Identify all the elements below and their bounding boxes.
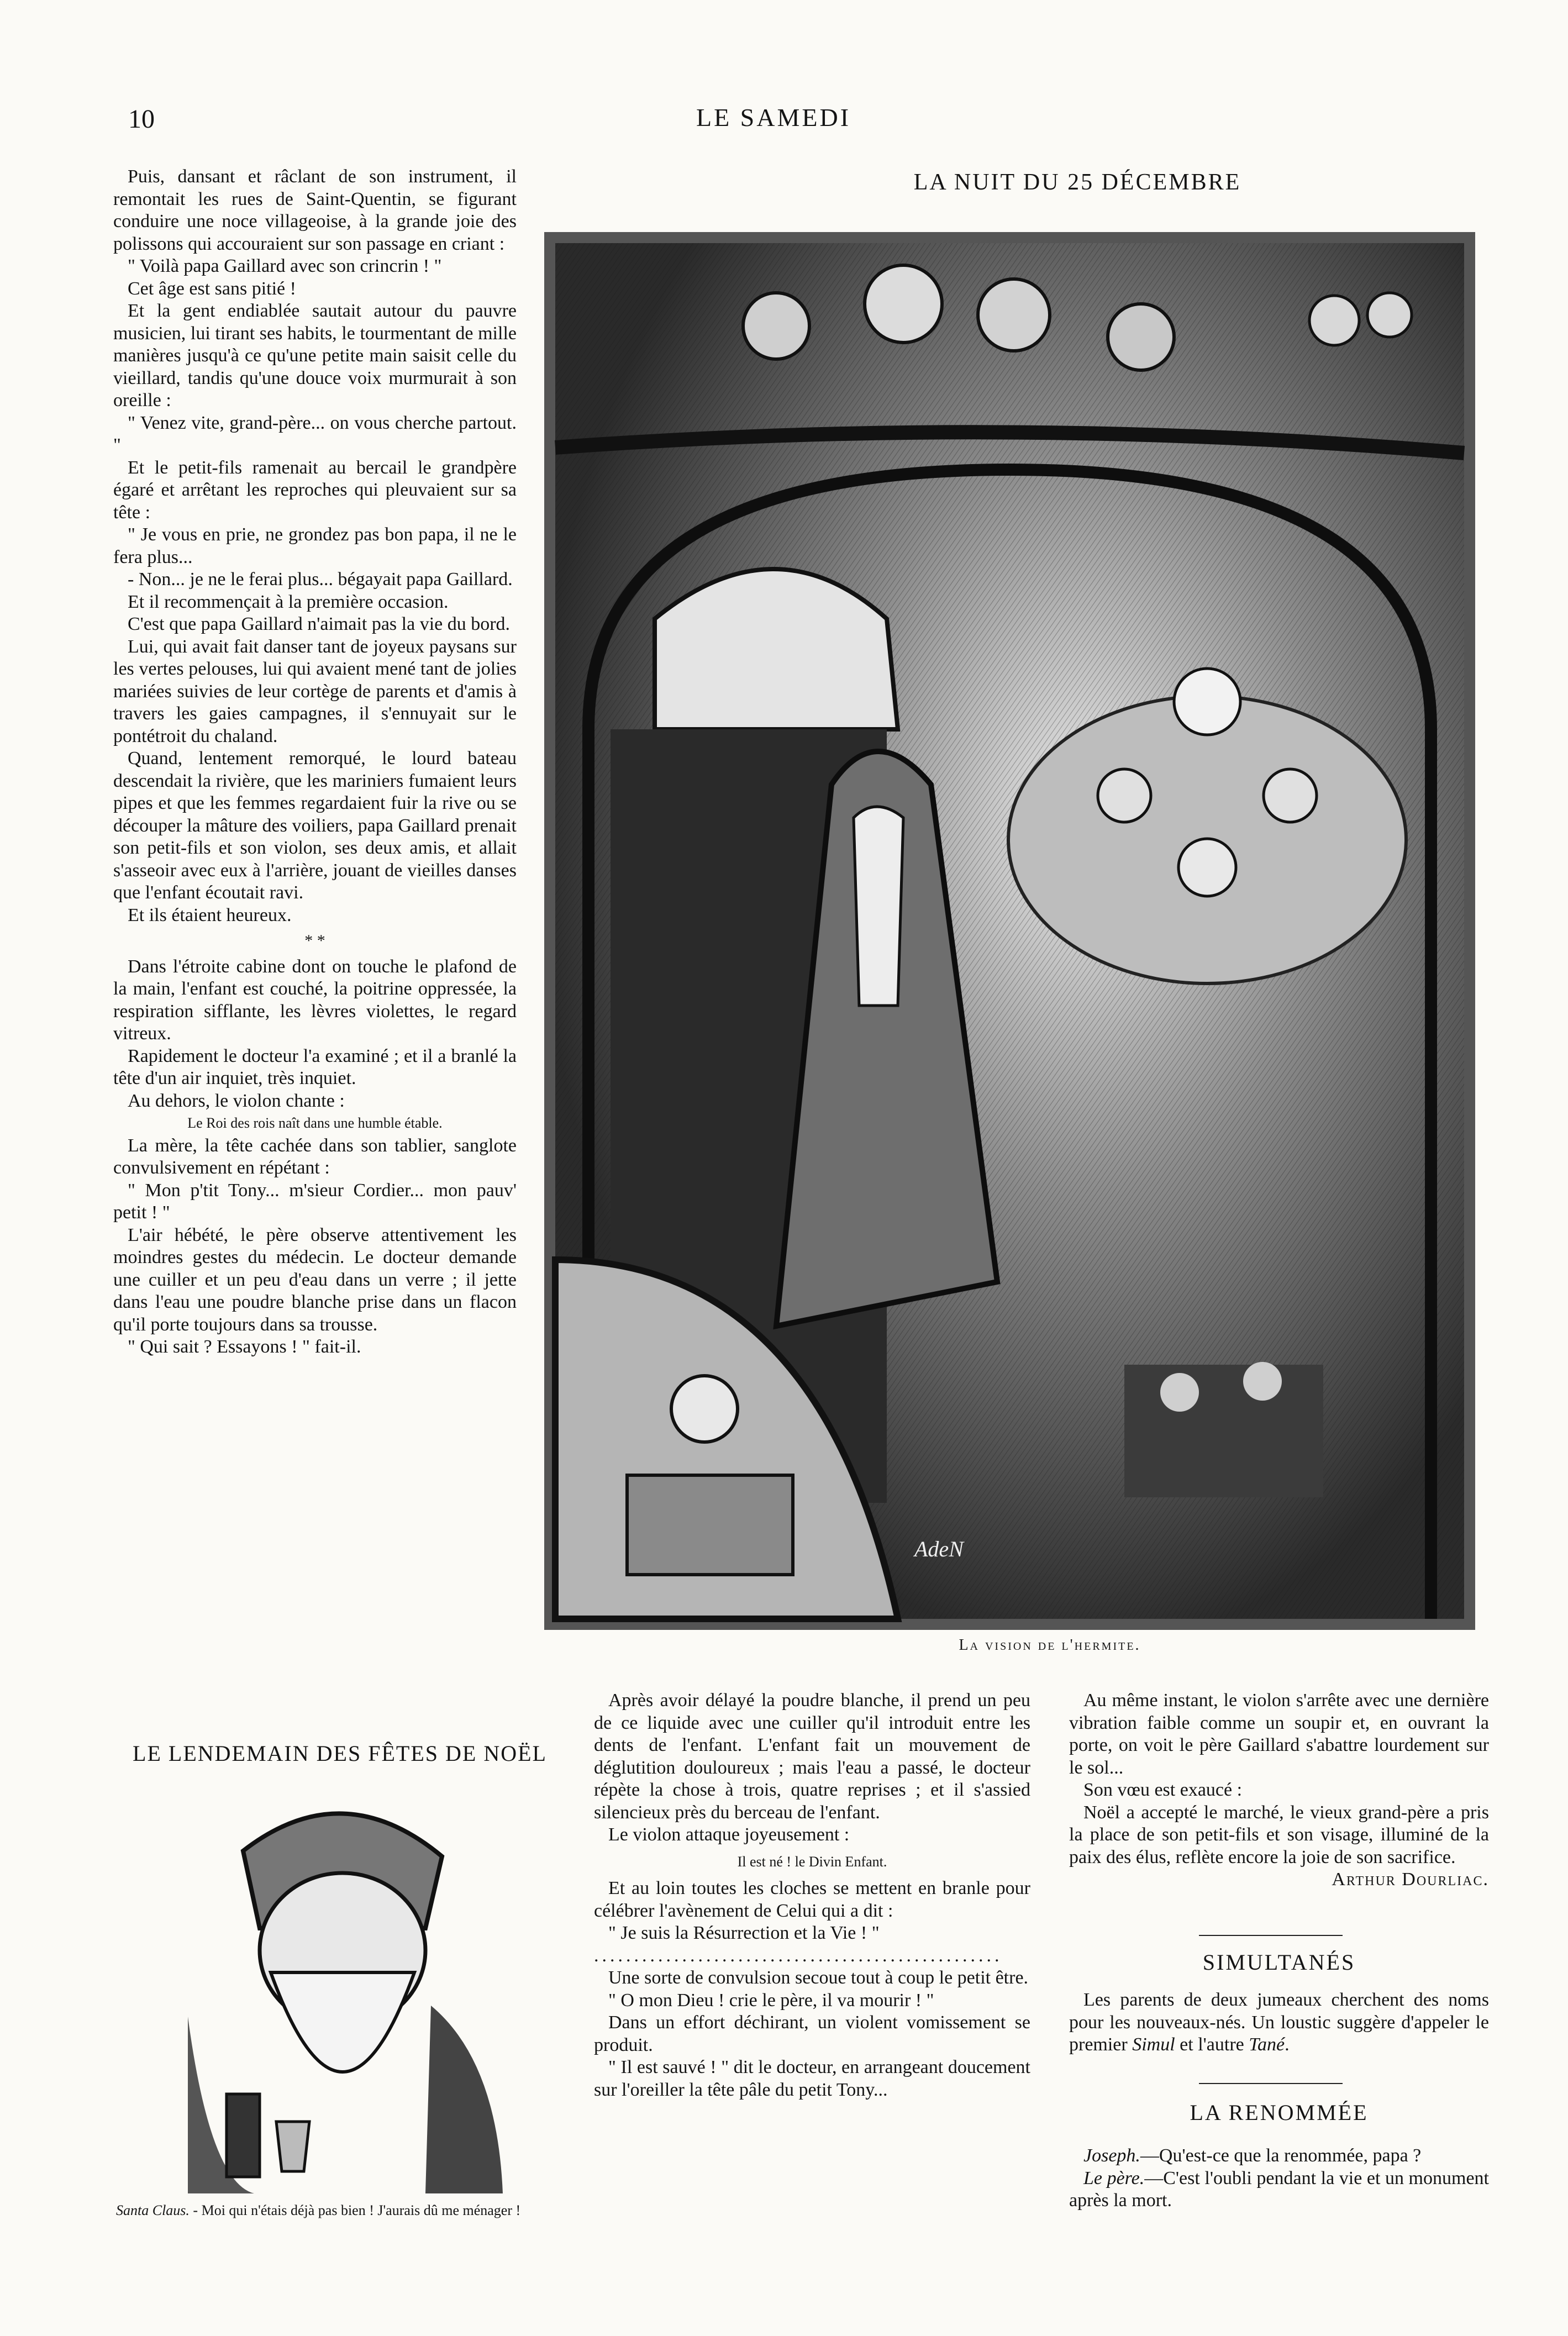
lendemain-title: LE LENDEMAIN DES FÊTES DE NOËL [133, 1741, 547, 1766]
simul-name: Simul [1132, 2034, 1175, 2055]
paragraph: Une sorte de convulsion secoue tout à coup le petit être. [608, 1967, 1029, 1988]
paragraph: Lui, qui avait fait danser tant de joyeux paysans sur les vertes pelouses, lui qui avaient mené tant de jolies mariées suivies de leur cortège de parents et d'amis à travers les gaies campagnes, il s'ennuyait sur le pontétroit du chaland. [113, 636, 517, 746]
paragraph: La mère, la tête cachée dans son tablier, sanglote convulsivement en répétant : [113, 1135, 517, 1178]
santa-claus-illustration [166, 1785, 519, 2193]
simultanes-text [1069, 1989, 1489, 2056]
paragraph: Dans l'étroite cabine dont on touche le plafond de la main, l'enfant est couché, la poitrine oppressée, la respiration sifflante, les lèvres violettes, le regard vitreux. [113, 956, 517, 1044]
paragraph: Dans un effort déchirant, un violent vomissement se produit. [594, 2012, 1030, 2055]
paragraph [1069, 2167, 1489, 2212]
simultanes-text-part: . [1285, 2034, 1290, 2055]
paragraph: Et le petit-fils ramenait au bercail le grandpère égaré et arrêtant les reproches qui pleuvaient sur sa tête : [113, 457, 517, 523]
paragraph: " Je vous en prie, ne grondez pas bon papa, il ne le fera plus... [113, 524, 517, 567]
dialogue-line: —C'est l'oubli pendant la vie et un monument après la mort. [1069, 2167, 1489, 2211]
divider [1199, 1935, 1343, 1936]
paragraph: Et il recommençait à la première occasion. [128, 591, 449, 612]
page-number: 10 [128, 104, 155, 134]
paragraph: Son vœu est exaucé : [1083, 1780, 1243, 1800]
speaker-name: Le père. [1083, 2167, 1145, 2188]
paragraph: Et la gent endiablée sautait autour du pauvre musicien, lui tirant ses habits, le tourmentant de mille manières jusqu'à ce qu'une petite main saisit celle du vieillard, tandis qu'une douce voix murmurait à son oreille : [113, 301, 517, 411]
paragraph: " Qui sait ? Essayons ! " fait-il. [128, 1337, 361, 1357]
section-separator: * * [304, 932, 325, 950]
paragraph [1069, 2145, 1489, 2167]
paragraph: Noël a accepté le marché, le vieux grand-père a pris la place de son petit-fils et son visage, illuminé de la paix des élus, reflète encore la joie de son sacrifice. [1069, 1802, 1489, 1867]
song-line: Le Roi des rois naît dans une humble étable. [187, 1115, 443, 1131]
song-line: Il est né ! le Divin Enfant. [737, 1853, 887, 1870]
paragraph: Et au loin toutes les cloches se mettent en branle pour célébrer l'avènement de Celui qui a dit : [594, 1878, 1030, 1921]
paragraph: - Non... je ne le ferai plus... bégayait papa Gaillard. [128, 569, 513, 590]
caption-speaker: Santa Claus. [116, 2202, 190, 2218]
paragraph: Après avoir délayé la poudre blanche, il prend un peu de ce liquide avec une cuiller qu'il introduit entre les dents de l'enfant. L'enfant fait un mouvement de déglutition douloureux ; mais l'eau a passé, le docteur répète la chose à trois, quatre reprises ; et il s'assied silencieux près du berceau de l'enfant. [594, 1690, 1030, 1823]
caption-text: - Moi qui n'étais déjà pas bien ! J'aurais dû me ménager ! [193, 2202, 521, 2218]
middle-column [594, 1690, 1030, 2101]
paragraph: " Venez vite, grand-père... on vous cherche partout. " [113, 412, 517, 455]
illustration-caption: La vision de l'hermite. [959, 1637, 1141, 1654]
paragraph: Le violon attaque joyeusement : [608, 1824, 850, 1845]
left-column [113, 166, 517, 1359]
illustration-nuit-du-25-decembre [544, 232, 1475, 1630]
santa-engraving [166, 1785, 519, 2193]
paragraph: " Il est sauvé ! " dit le docteur, en arrangeant doucement sur l'oreiller la tête pâle du petit Tony... [594, 2057, 1030, 2100]
paragraph: L'air hébété, le père observe attentivement les moindres gestes du médecin. Le docteur demande une cuiller et un peu d'eau dans un verre ; il jette dans l'eau une poudre blanche prise dans un flacon qu'il porte toujours dans sa trousse. [113, 1224, 517, 1335]
paragraph: C'est que papa Gaillard n'aimait pas la vie du bord. [128, 614, 511, 634]
dialogue-line: —Qu'est-ce que la renommée, papa ? [1140, 2145, 1422, 2166]
paragraph: Puis, dansant et râclant de son instrument, il remontait les rues de Saint-Quentin, se figurant conduire une noce villageoise, à la grande joie des polissons qui accouraient sur son passage en criant : [113, 166, 517, 254]
author-signature: Arthur Dourliac. [1332, 1869, 1489, 1890]
artist-signature: AdeN [914, 1537, 964, 1561]
renommee-title: LA RENOMMÉE [1190, 2100, 1369, 2125]
paragraph: " Mon p'tit Tony... m'sieur Cordier... mon pauv' petit ! " [113, 1180, 517, 1223]
santa-caption [116, 2202, 558, 2219]
paragraph: Rapidement le docteur l'a examiné ; et il a branlé la tête d'un air inquiet, très inquiet. [113, 1045, 517, 1088]
engraving-image [544, 232, 1475, 1630]
paragraph: " O mon Dieu ! crie le père, il va mourir ! " [608, 1990, 934, 2011]
simultanes-text-part: Les parents de deux jumeaux cherchent des noms pour les nouveaux-nés. Un loustic suggère d'appeler le premier [1069, 1990, 1489, 2055]
paragraph [1069, 1989, 1489, 2056]
simultanes-title: SIMULTANÉS [1202, 1950, 1356, 1975]
paragraph: Quand, lentement remorqué, le lourd bateau descendait la rivière, que les mariniers fumaient leurs pipes et que les femmes regardaient fuir la rive ou se découper la mâture des voiliers, papa Gaillard prenait son petit-fils et son violon, ses deux amis, et allait s'asseoir avec eux à l'arrière, jouant de vieilles danses que l'enfant écoutait ravi. [113, 748, 517, 903]
right-column [1069, 1690, 1489, 1891]
paragraph: Et ils étaient heureux. [128, 904, 292, 925]
speaker-name: Joseph. [1083, 2145, 1140, 2166]
paragraph: Au même instant, le violon s'arrête avec une dernière vibration faible comme un soupir et, en ouvrant la porte, on voit le père Gaillard s'abattre lourdement sur le sol... [1069, 1690, 1489, 1778]
tane-name: Tané [1249, 2034, 1285, 2055]
ellipsis-separator: ................................................... [594, 1945, 1003, 1966]
journal-title: LE SAMEDI [696, 103, 851, 131]
renommee-text [1069, 2145, 1489, 2212]
paragraph: " Je suis la Résurrection et la Vie ! " [608, 1923, 880, 1943]
paragraph: Cet âge est sans pitié ! [128, 278, 296, 299]
paragraph: Au dehors, le violon chante : [128, 1090, 345, 1111]
paragraph: " Voilà papa Gaillard avec son crincrin ! " [128, 256, 442, 276]
simultanes-text-part: et l'autre [1175, 2034, 1249, 2055]
illustration-title: LA NUIT DU 25 DÉCEMBRE [913, 170, 1241, 195]
divider [1199, 2083, 1343, 2084]
